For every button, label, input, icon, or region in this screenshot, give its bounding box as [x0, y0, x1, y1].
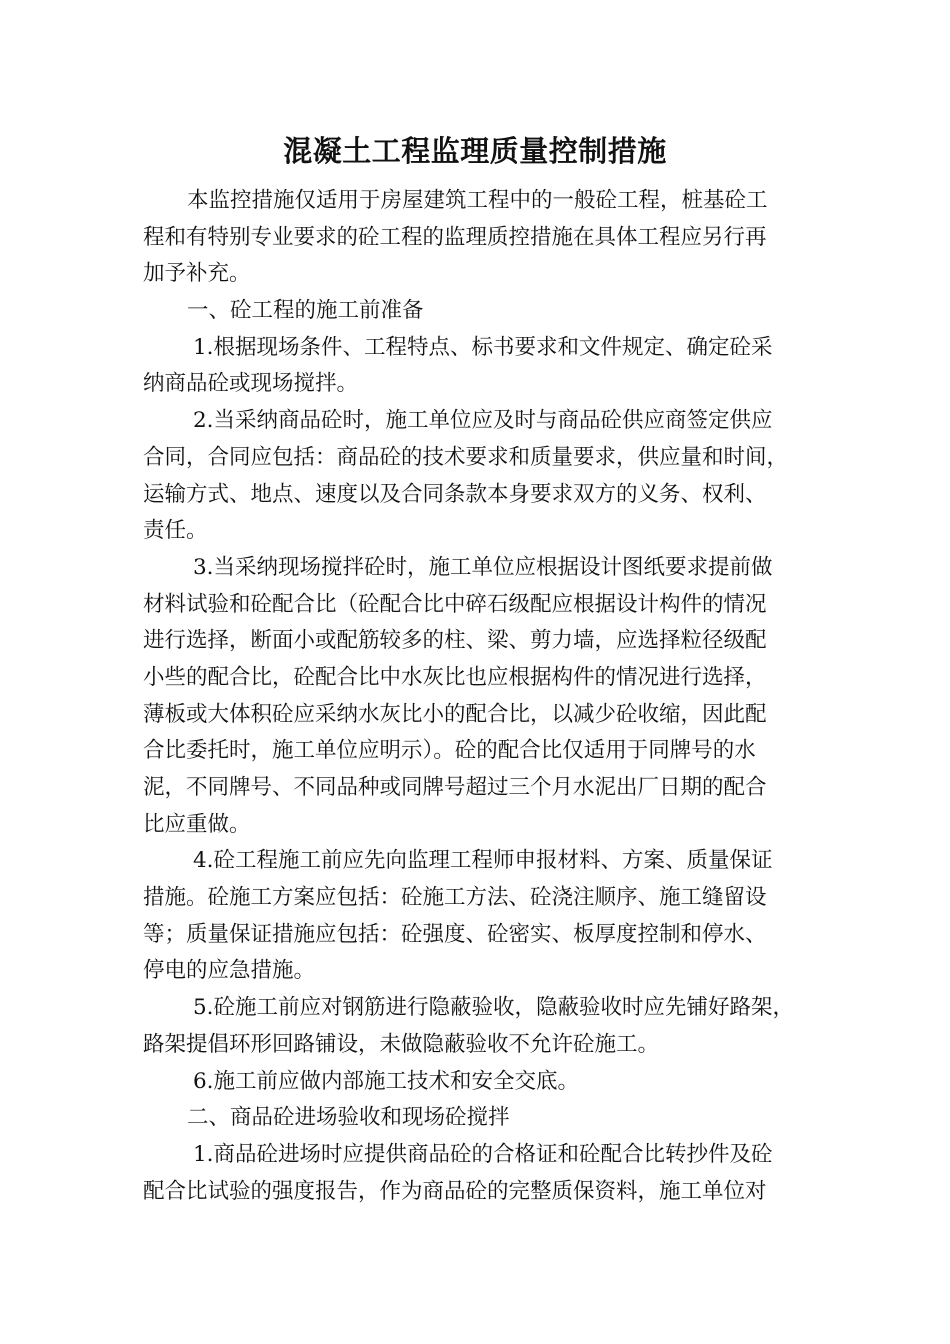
text-line: 合同，合同应包括：商品砼的技术要求和质量要求，供应量和时间，: [143, 444, 789, 470]
text-line: 本监控措施仅适用于房屋建筑工程中的一般砼工程，桩基砼工: [187, 188, 768, 213]
text-line: 4.砼工程施工前应先向监理工程师申报材料、方案、质量保证: [193, 848, 773, 874]
text-line: 责任。: [143, 518, 208, 544]
text-line: 6.施工前应做内部施工技术和安全交底。: [193, 1068, 580, 1094]
text-line: 1.商品砼进场时应提供商品砼的合格证和砼配合比转抄件及砼: [193, 1141, 773, 1167]
text-line: 1.根据现场条件、工程特点、标书要求和文件规定、确定砼采: [193, 334, 773, 360]
text-line: 2.当采纳商品砼时，施工单位应及时与商品砼供应商签定供应: [193, 408, 773, 434]
text-line: 5.砼施工前应对钢筋进行隐蔽验收，隐蔽验收时应先铺好路架，: [193, 995, 795, 1021]
text-line: 比应重做。: [143, 811, 251, 837]
text-line: 措施。砼施工方案应包括：砼施工方法、砼浇注顺序、施工缝留设: [143, 885, 767, 911]
text-line: 合比委托时，施工单位应明示）。砼的配合比仅适用于同牌号的水: [143, 738, 756, 764]
document-body: [143, 183, 811, 1210]
document-title: 混凝土工程监理质量控制措施: [283, 134, 667, 168]
text-line: 加予补充。: [143, 261, 251, 287]
text-line: 进行选择，断面小或配筋较多的柱、梁、剪力墙，应选择粒径级配: [143, 628, 767, 654]
text-line: 材料试验和砼配合比（砼配合比中碎石级配应根据设计构件的情况: [143, 591, 767, 617]
text-line: 一、砼工程的施工前准备: [187, 298, 424, 324]
text-line: 运输方式、地点、速度以及合同条款本身要求双方的义务、权利、: [143, 481, 767, 507]
text-line: 3.当采纳现场搅拌砼时，施工单位应根据设计图纸要求提前做: [193, 554, 773, 580]
text-line: 路架提倡环形回路铺设，未做隐蔽验收不允许砼施工。: [143, 1031, 660, 1057]
text-line: 二、商品砼进场验收和现场砼搅拌: [187, 1105, 510, 1131]
text-line: 程和有特别专业要求的砼工程的监理质控措施在具体工程应另行再: [143, 224, 767, 250]
text-line: 配合比试验的强度报告，作为商品砼的完整质保资料，施工单位对: [143, 1178, 767, 1204]
text-line: 薄板或大体积砼应采纳水灰比小的配合比，以减少砼收缩，因此配: [143, 701, 767, 727]
text-line: 纳商品砼或现场搅拌。: [143, 371, 359, 397]
text-line: 等；质量保证措施应包括：砼强度、砼密实、板厚度控制和停水、: [143, 921, 767, 947]
text-line: 小些的配合比，砼配合比中水灰比也应根据构件的情况进行选择，: [143, 664, 767, 690]
text-line: 泥，不同牌号、不同品种或同牌号超过三个月水泥出厂日期的配合: [143, 775, 767, 800]
text-line: 停电的应急措施。: [143, 958, 316, 984]
